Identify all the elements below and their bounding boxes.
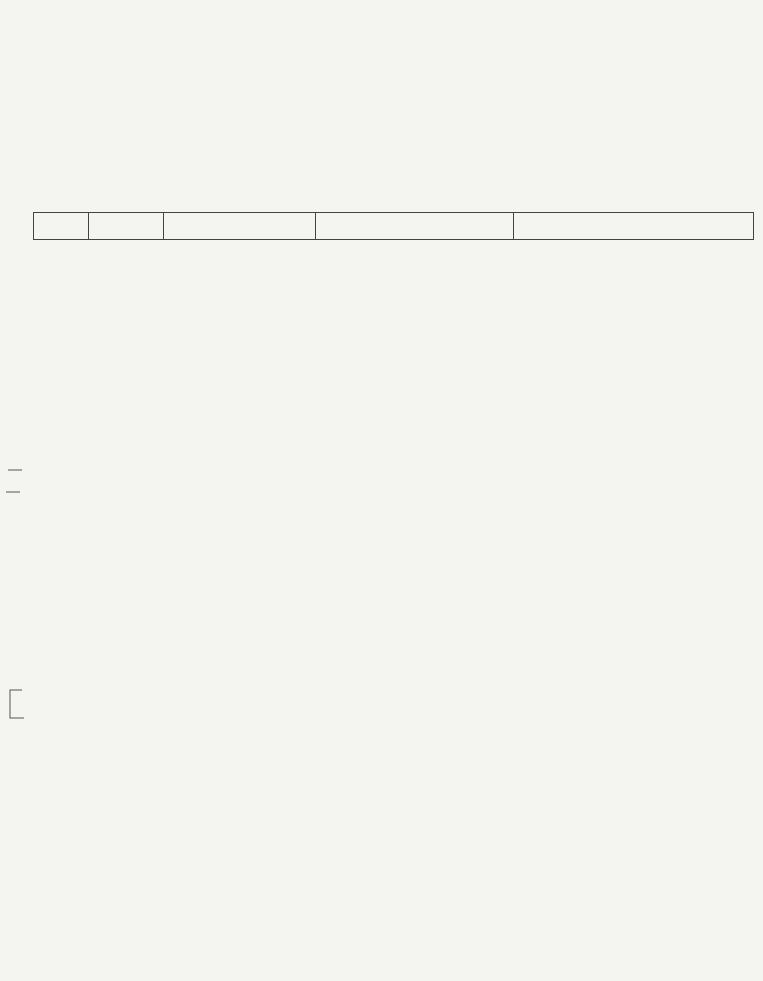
header-terminal-number bbox=[34, 213, 89, 240]
connector-pin-diagram bbox=[185, 89, 605, 179]
table-header-row bbox=[34, 213, 754, 240]
handwritten-bracket bbox=[0, 0, 40, 981]
header-wire-color bbox=[89, 213, 164, 240]
header-terminal-name bbox=[164, 213, 316, 240]
terminal-table bbox=[33, 212, 754, 240]
header-signal bbox=[514, 213, 754, 240]
header-description bbox=[316, 213, 514, 240]
